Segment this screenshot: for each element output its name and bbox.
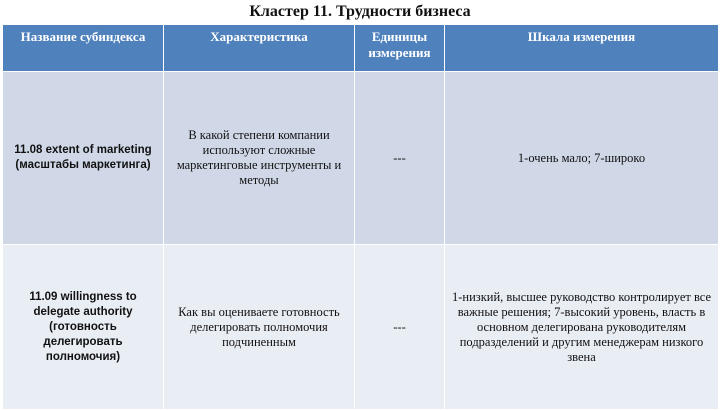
header-subindex-name: Название субиндекса	[3, 25, 164, 72]
scale-cell: 1-низкий, высшее руководство контролирует все важные решения; 7-высокий уровень, власть в основном делегирована руководителям подразделений и другим менеджерам низкого звена	[445, 245, 719, 410]
units-cell: ---	[355, 72, 445, 245]
header-characteristic: Характеристика	[164, 25, 355, 72]
units-cell: ---	[355, 245, 445, 410]
table-header-row	[3, 25, 719, 72]
header-scale: Шкала измерения	[445, 25, 719, 72]
table-row	[3, 245, 719, 410]
page-title: Кластер 11. Трудности бизнеса	[249, 3, 471, 20]
scale-cell: 1-очень мало; 7-широко	[445, 72, 719, 245]
characteristic-cell: Как вы оцениваете готовность делегировать полномочия подчиненным	[164, 245, 355, 410]
subindex-cell: 11.09 willingness to delegate authority (готовность делегировать полномочия)	[3, 245, 164, 410]
subindex-cell: 11.08 extent of marketing (масштабы маркетинга)	[3, 72, 164, 245]
header-units: Единицы измерения	[355, 25, 445, 72]
characteristic-cell: В какой степени компании используют сложные маркетинговые инструменты и методы	[164, 72, 355, 245]
indicators-table	[2, 24, 719, 410]
table-row	[3, 72, 719, 245]
